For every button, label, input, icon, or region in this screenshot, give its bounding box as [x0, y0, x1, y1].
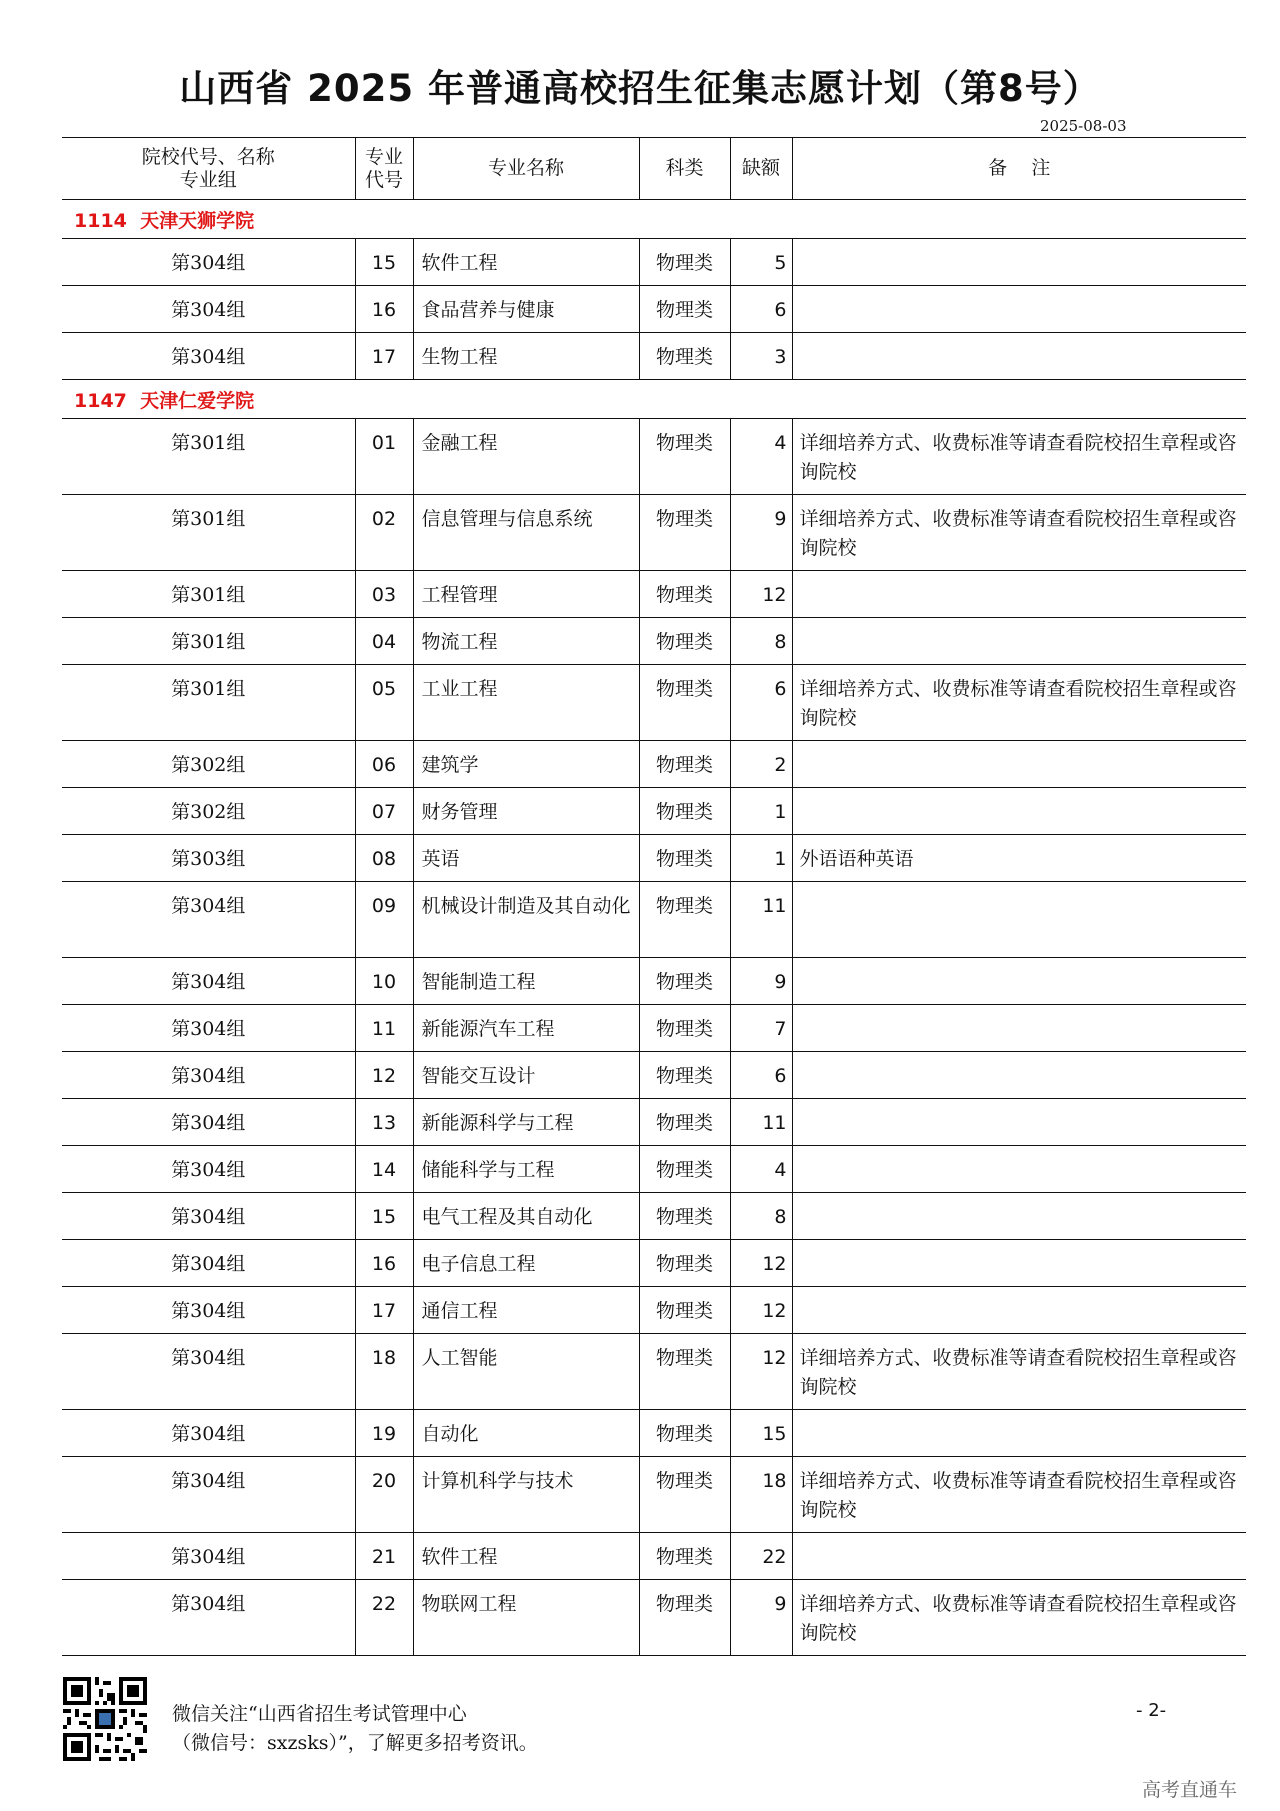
watermark: 高考直通车: [1142, 1779, 1238, 1801]
cell-quota: 12: [730, 1287, 792, 1334]
header-group-line1: 院校代号、名称: [141, 145, 275, 168]
cell-category: 物理类: [639, 1146, 730, 1193]
cell-code: 17: [355, 333, 413, 380]
cell-quota: 9: [730, 958, 792, 1005]
table-row: [62, 1457, 1246, 1533]
cell-category: 物理类: [639, 1240, 730, 1287]
cell-group: 第304组: [62, 1410, 355, 1457]
cell-quota: 2: [730, 741, 792, 788]
cell-group: 第304组: [62, 1580, 355, 1656]
cell-major-name: 食品营养与健康: [413, 286, 639, 333]
cell-major-name: 智能交互设计: [413, 1052, 639, 1099]
table-row: [62, 333, 1246, 380]
cell-major-name: 机械设计制造及其自动化: [413, 882, 639, 958]
page-title: 山西省 2025 年普通高校招生征集志愿计划（第8号）: [179, 67, 1101, 110]
cell-major-name: 人工智能: [413, 1334, 639, 1410]
cell-category: 物理类: [639, 835, 730, 882]
cell-code: 16: [355, 286, 413, 333]
table-row: [62, 571, 1246, 618]
cell-category: 物理类: [639, 1099, 730, 1146]
table-row: [62, 239, 1246, 286]
cell-note: 详细培养方式、收费标准等请查看院校招生章程或咨询院校: [792, 665, 1246, 741]
cell-category: 物理类: [639, 1457, 730, 1533]
cell-quota: 4: [730, 419, 792, 495]
table-row: [62, 1580, 1246, 1656]
cell-note: [792, 1146, 1246, 1193]
cell-major-name: 计算机科学与技术: [413, 1457, 639, 1533]
header-note: 备 注: [792, 138, 1246, 200]
cell-quota: 12: [730, 1334, 792, 1410]
cell-group: 第301组: [62, 419, 355, 495]
cell-category: 物理类: [639, 1193, 730, 1240]
cell-note: [792, 1005, 1246, 1052]
cell-code: 02: [355, 495, 413, 571]
cell-category: 物理类: [639, 333, 730, 380]
cell-note: 详细培养方式、收费标准等请查看院校招生章程或咨询院校: [792, 495, 1246, 571]
cell-group: 第304组: [62, 882, 355, 958]
cell-code: 20: [355, 1457, 413, 1533]
cell-major-name: 软件工程: [413, 1533, 639, 1580]
cell-note: 外语语种英语: [792, 835, 1246, 882]
cell-major-name: 工程管理: [413, 571, 639, 618]
table-row: [62, 788, 1246, 835]
cell-category: 物理类: [639, 1410, 730, 1457]
cell-category: 物理类: [639, 1533, 730, 1580]
cell-code: 05: [355, 665, 413, 741]
table-body: [62, 200, 1246, 1656]
cell-major-name: 信息管理与信息系统: [413, 495, 639, 571]
institution-row: [62, 380, 1246, 419]
cell-quota: 11: [730, 1099, 792, 1146]
table-row: [62, 1410, 1246, 1457]
cell-code: 22: [355, 1580, 413, 1656]
table-row: [62, 835, 1246, 882]
cell-major-name: 新能源汽车工程: [413, 1005, 639, 1052]
cell-note: [792, 788, 1246, 835]
cell-group: 第304组: [62, 1240, 355, 1287]
table-row: [62, 1099, 1246, 1146]
cell-code: 12: [355, 1052, 413, 1099]
cell-code: 18: [355, 1334, 413, 1410]
cell-note: [792, 882, 1246, 958]
cell-note: [792, 1193, 1246, 1240]
cell-group: 第304组: [62, 1052, 355, 1099]
cell-major-name: 电气工程及其自动化: [413, 1193, 639, 1240]
header-category: 科类: [639, 138, 730, 200]
cell-note: [792, 333, 1246, 380]
cell-category: 物理类: [639, 1287, 730, 1334]
cell-quota: 5: [730, 239, 792, 286]
cell-major-name: 生物工程: [413, 333, 639, 380]
table-row: [62, 665, 1246, 741]
cell-note: [792, 1533, 1246, 1580]
cell-major-name: 自动化: [413, 1410, 639, 1457]
cell-code: 07: [355, 788, 413, 835]
cell-note: [792, 571, 1246, 618]
cell-code: 15: [355, 1193, 413, 1240]
cell-group: 第301组: [62, 495, 355, 571]
cell-category: 物理类: [639, 239, 730, 286]
header-code: [355, 138, 413, 200]
cell-category: 物理类: [639, 882, 730, 958]
header-code-line1: 专业: [364, 145, 403, 168]
cell-quota: 22: [730, 1533, 792, 1580]
table-row: [62, 495, 1246, 571]
cell-quota: 11: [730, 882, 792, 958]
cell-category: 物理类: [639, 958, 730, 1005]
cell-major-name: 软件工程: [413, 239, 639, 286]
cell-quota: 12: [730, 1240, 792, 1287]
cell-quota: 18: [730, 1457, 792, 1533]
cell-note: 详细培养方式、收费标准等请查看院校招生章程或咨询院校: [792, 1457, 1246, 1533]
cell-code: 03: [355, 571, 413, 618]
institution-row: [62, 200, 1246, 239]
cell-code: 08: [355, 835, 413, 882]
cell-group: 第304组: [62, 1146, 355, 1193]
qr-code-icon: [63, 1677, 147, 1761]
table-row: [62, 1287, 1246, 1334]
cell-code: 17: [355, 1287, 413, 1334]
cell-code: 01: [355, 419, 413, 495]
table-row: [62, 419, 1246, 495]
header-name: 专业名称: [413, 138, 639, 200]
cell-note: 详细培养方式、收费标准等请查看院校招生章程或咨询院校: [792, 1334, 1246, 1410]
cell-quota: 9: [730, 1580, 792, 1656]
header-code-line2: 代号: [364, 168, 403, 191]
cell-major-name: 智能制造工程: [413, 958, 639, 1005]
cell-note: 详细培养方式、收费标准等请查看院校招生章程或咨询院校: [792, 1580, 1246, 1656]
table-row: [62, 1533, 1246, 1580]
cell-code: 13: [355, 1099, 413, 1146]
cell-category: 物理类: [639, 571, 730, 618]
cell-group: 第301组: [62, 618, 355, 665]
cell-note: [792, 1052, 1246, 1099]
cell-note: [792, 1099, 1246, 1146]
cell-group: 第304组: [62, 1193, 355, 1240]
cell-code: 14: [355, 1146, 413, 1193]
cell-major-name: 工业工程: [413, 665, 639, 741]
header-group: [62, 138, 355, 200]
cell-group: 第304组: [62, 1099, 355, 1146]
plan-table: [62, 137, 1246, 1656]
cell-quota: 3: [730, 333, 792, 380]
cell-group: 第304组: [62, 1334, 355, 1410]
cell-quota: 6: [730, 665, 792, 741]
cell-code: 10: [355, 958, 413, 1005]
cell-group: 第304组: [62, 333, 355, 380]
table-row: [62, 1146, 1246, 1193]
cell-group: 第304组: [62, 286, 355, 333]
cell-group: 第303组: [62, 835, 355, 882]
table-header-row: [62, 138, 1246, 200]
cell-category: 物理类: [639, 419, 730, 495]
cell-code: 16: [355, 1240, 413, 1287]
cell-category: 物理类: [639, 1052, 730, 1099]
cell-note: [792, 741, 1246, 788]
cell-quota: 1: [730, 835, 792, 882]
cell-quota: 7: [730, 1005, 792, 1052]
cell-major-name: 金融工程: [413, 419, 639, 495]
cell-group: 第304组: [62, 1533, 355, 1580]
cell-group: 第301组: [62, 571, 355, 618]
table-row: [62, 1193, 1246, 1240]
cell-quota: 8: [730, 618, 792, 665]
cell-group: 第304组: [62, 239, 355, 286]
cell-major-name: 英语: [413, 835, 639, 882]
header-quota: 缺额: [730, 138, 792, 200]
cell-major-name: 通信工程: [413, 1287, 639, 1334]
footer-line2: （微信号：sxzsks）”，了解更多招考资讯。: [172, 1732, 538, 1754]
table-row: [62, 1005, 1246, 1052]
cell-code: 09: [355, 882, 413, 958]
cell-major-name: 电子信息工程: [413, 1240, 639, 1287]
cell-category: 物理类: [639, 788, 730, 835]
cell-category: 物理类: [639, 1580, 730, 1656]
table-row: [62, 1334, 1246, 1410]
institution-label: 1147 天津仁爱学院: [62, 380, 1246, 419]
cell-group: 第301组: [62, 665, 355, 741]
cell-note: [792, 1410, 1246, 1457]
cell-code: 04: [355, 618, 413, 665]
table-row: [62, 1052, 1246, 1099]
cell-major-name: 新能源科学与工程: [413, 1099, 639, 1146]
table-row: [62, 618, 1246, 665]
cell-code: 15: [355, 239, 413, 286]
cell-code: 21: [355, 1533, 413, 1580]
cell-major-name: 物流工程: [413, 618, 639, 665]
cell-group: 第302组: [62, 788, 355, 835]
cell-note: [792, 239, 1246, 286]
table-row: [62, 958, 1246, 1005]
cell-quota: 6: [730, 1052, 792, 1099]
cell-major-name: 物联网工程: [413, 1580, 639, 1656]
cell-quota: 1: [730, 788, 792, 835]
cell-quota: 15: [730, 1410, 792, 1457]
table-row: [62, 1240, 1246, 1287]
cell-category: 物理类: [639, 665, 730, 741]
page-number: - 2-: [1136, 1700, 1167, 1721]
cell-quota: 8: [730, 1193, 792, 1240]
table-row: [62, 286, 1246, 333]
cell-note: [792, 618, 1246, 665]
cell-quota: 4: [730, 1146, 792, 1193]
cell-note: 详细培养方式、收费标准等请查看院校招生章程或咨询院校: [792, 419, 1246, 495]
footer-line1: 微信关注“山西省招生考试管理中心: [172, 1703, 467, 1725]
cell-quota: 12: [730, 571, 792, 618]
publish-date: 2025-08-03: [1040, 117, 1127, 135]
cell-quota: 9: [730, 495, 792, 571]
cell-major-name: 储能科学与工程: [413, 1146, 639, 1193]
footer-text: [172, 1700, 538, 1758]
cell-quota: 6: [730, 286, 792, 333]
cell-group: 第304组: [62, 1457, 355, 1533]
table-row: [62, 882, 1246, 958]
institution-label: 1114 天津天狮学院: [62, 200, 1246, 239]
table-row: [62, 741, 1246, 788]
cell-note: [792, 1240, 1246, 1287]
header-group-line2: 专业组: [179, 168, 237, 191]
cell-group: 第304组: [62, 1287, 355, 1334]
cell-group: 第302组: [62, 741, 355, 788]
cell-category: 物理类: [639, 741, 730, 788]
cell-code: 11: [355, 1005, 413, 1052]
cell-note: [792, 958, 1246, 1005]
cell-code: 19: [355, 1410, 413, 1457]
cell-category: 物理类: [639, 1334, 730, 1410]
cell-group: 第304组: [62, 958, 355, 1005]
cell-major-name: 财务管理: [413, 788, 639, 835]
cell-category: 物理类: [639, 1005, 730, 1052]
cell-category: 物理类: [639, 286, 730, 333]
cell-major-name: 建筑学: [413, 741, 639, 788]
cell-group: 第304组: [62, 1005, 355, 1052]
cell-category: 物理类: [639, 618, 730, 665]
cell-category: 物理类: [639, 495, 730, 571]
cell-note: [792, 1287, 1246, 1334]
cell-note: [792, 286, 1246, 333]
cell-code: 06: [355, 741, 413, 788]
